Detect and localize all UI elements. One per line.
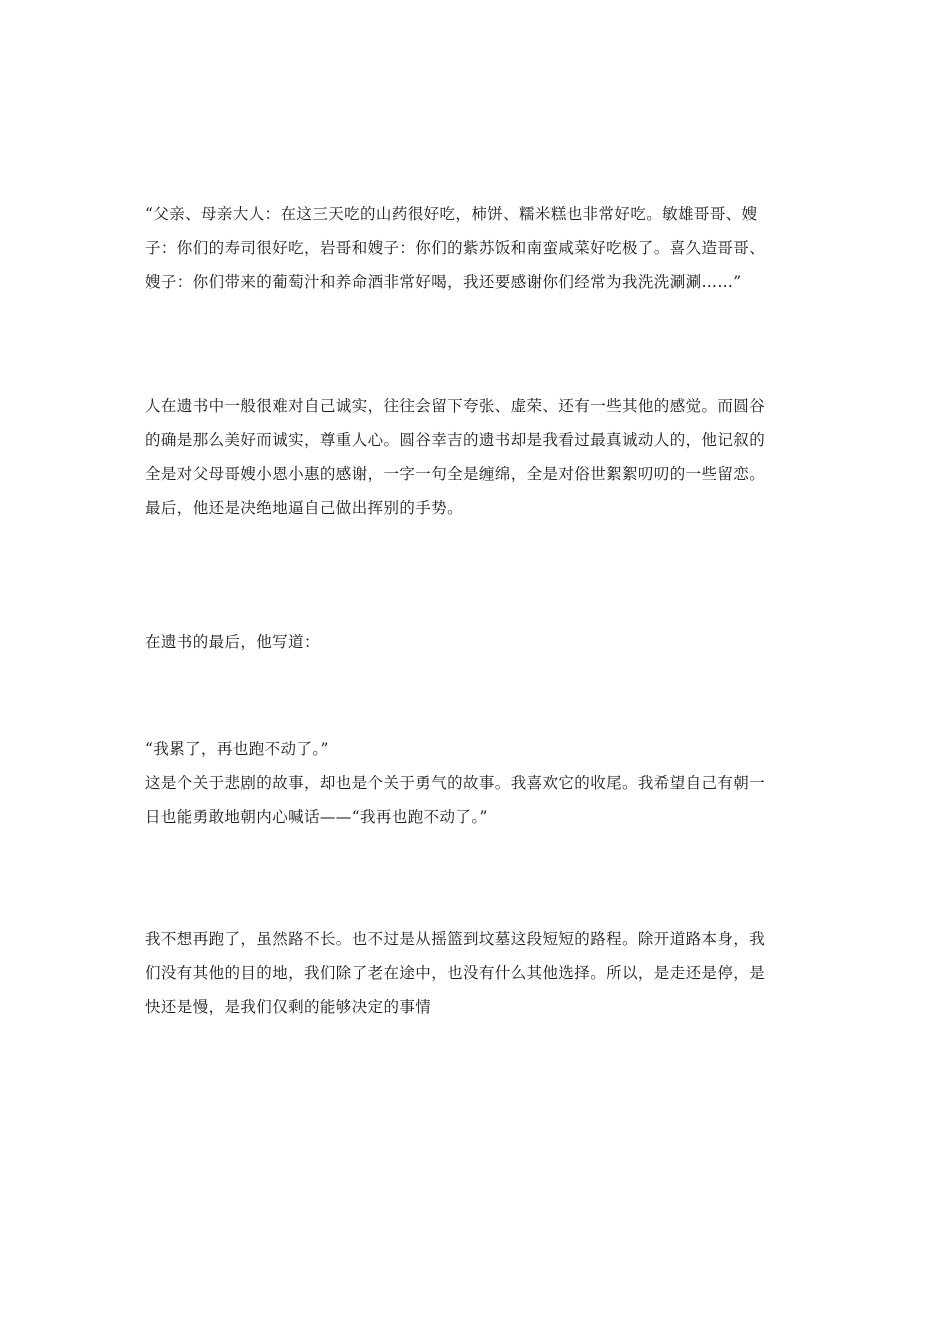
text-line: 嫂子：你们带来的葡萄汁和养命酒非常好喝，我还要感谢你们经常为我洗洗涮涮……” xyxy=(145,273,742,291)
text-line: 这是个关于悲剧的故事，却也是个关于勇气的故事。我喜欢它的收尾。我希望自己有朝一 xyxy=(145,774,766,792)
text-line: 在遗书的最后，他写道： xyxy=(145,633,320,651)
text-line: 日也能勇敢地朝内心喊话——“我再也跑不动了。” xyxy=(145,808,488,826)
text-line: “我累了，再也跑不动了。” xyxy=(145,740,329,758)
paragraph-last-words xyxy=(145,734,809,832)
text-line: 全是对父母哥嫂小恩小惠的感谢，一字一句全是缠绵，全是对俗世絮絮叨叨的一些留恋。 xyxy=(145,465,766,483)
paragraph-conclusion xyxy=(145,922,809,1024)
text-line: 人在遗书中一般很难对自己诚实，往往会留下夸张、虚荣、还有一些其他的感觉。而圆谷 xyxy=(145,397,766,415)
paragraph-last-words-intro xyxy=(145,625,809,659)
text-line: “父亲、母亲大人：在这三天吃的山药很好吃，柿饼、糯米糕也非常好吃。敏雄哥哥、嫂 xyxy=(145,205,758,223)
paragraph-letter-quote xyxy=(145,197,809,299)
text-line: 我不想再跑了，虽然路不长。也不过是从摇篮到坟墓这段短短的路程。除开道路本身，我 xyxy=(145,930,766,948)
text-line: 最后，他还是决绝地逼自己做出挥别的手势。 xyxy=(145,499,464,517)
paragraph-reflection xyxy=(145,389,809,525)
text-line: 快还是慢，是我们仅剩的能够决定的事情 xyxy=(145,998,432,1016)
text-line: 子：你们的寿司很好吃，岩哥和嫂子：你们的紫苏饭和南蛮咸菜好吃极了。喜久造哥哥、 xyxy=(145,239,766,257)
text-line: 的确是那么美好而诚实，尊重人心。圆谷幸吉的遗书却是我看过最真诚动人的，他记叙的 xyxy=(145,431,766,449)
text-line: 们没有其他的目的地，我们除了老在途中，也没有什么其他选择。所以，是走还是停，是 xyxy=(145,964,766,982)
